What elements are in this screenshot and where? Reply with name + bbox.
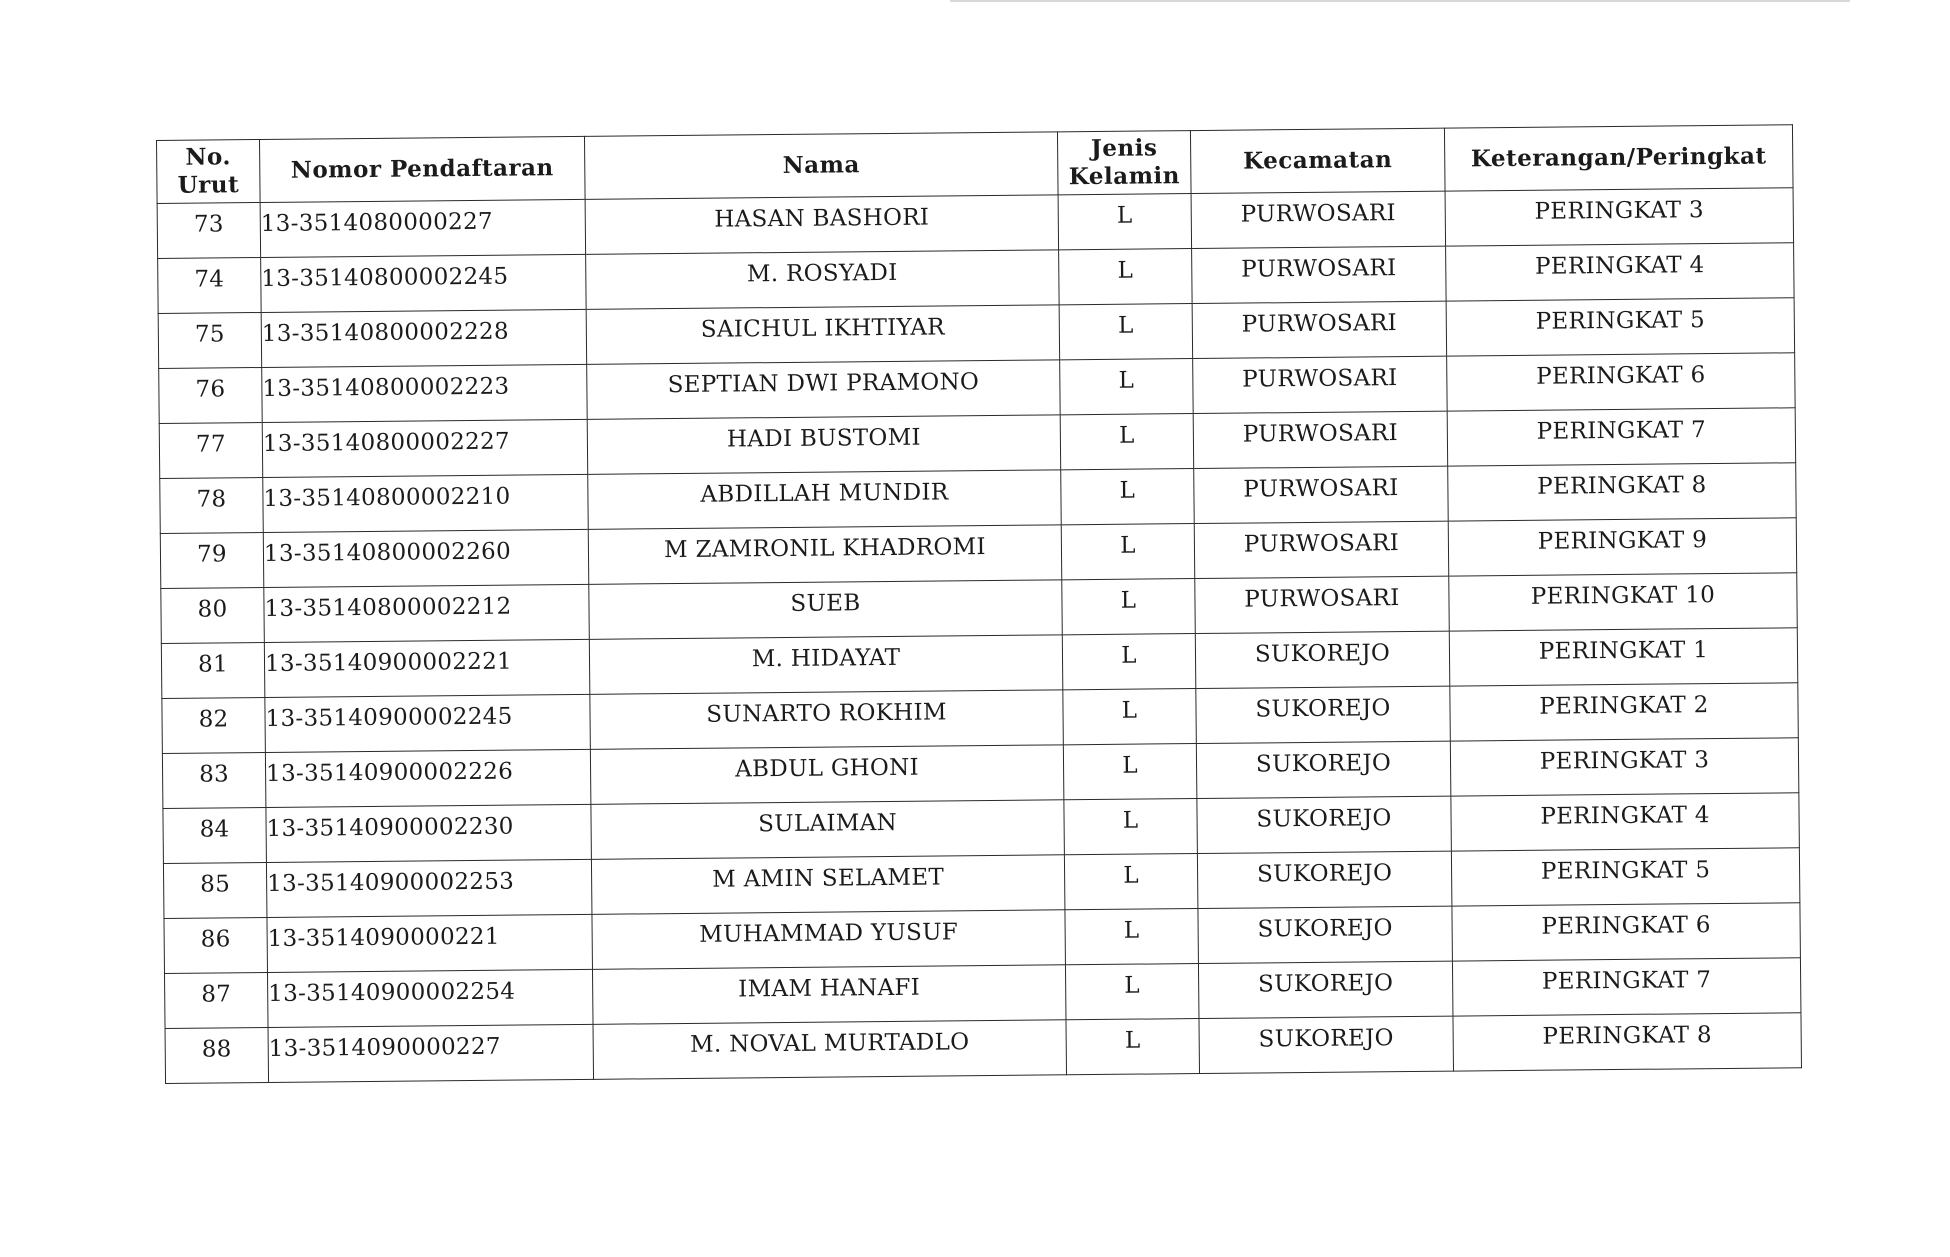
cell-gender: L <box>1064 854 1198 910</box>
header-ranking: Keterangan/Peringkat <box>1444 125 1793 191</box>
cell-name: SAICHUL IKHTIYAR <box>586 305 1060 365</box>
cell-ranking: PERINGKAT 10 <box>1449 573 1798 631</box>
cell-no: 87 <box>165 972 269 1028</box>
cell-no: 77 <box>159 422 263 478</box>
cell-ranking: PERINGKAT 5 <box>1451 848 1800 906</box>
cell-district: SUKOREJO <box>1197 796 1452 853</box>
cell-no: 75 <box>158 312 262 368</box>
cell-name: M ZAMRONIL KHADROMI <box>588 525 1062 585</box>
header-gender: Jenis Kelamin <box>1057 131 1191 195</box>
cell-ranking: PERINGKAT 3 <box>1445 188 1794 246</box>
cell-no: 83 <box>162 752 266 808</box>
cell-no: 78 <box>160 477 264 533</box>
cell-district: PURWOSARI <box>1195 576 1450 633</box>
cell-district: SUKOREJO <box>1197 851 1452 908</box>
cell-name: SULAIMAN <box>591 800 1065 860</box>
cell-district: SUKOREJO <box>1196 741 1451 798</box>
cell-name: SEPTIAN DWI PRAMONO <box>587 360 1061 420</box>
cell-name: IMAM HANAFI <box>592 965 1066 1025</box>
page-edge-line <box>950 0 1850 2</box>
cell-ranking: PERINGKAT 7 <box>1452 958 1801 1016</box>
cell-gender: L <box>1063 744 1197 800</box>
cell-ranking: PERINGKAT 9 <box>1448 518 1797 576</box>
cell-name: ABDILLAH MUNDIR <box>588 470 1062 530</box>
cell-ranking: PERINGKAT 7 <box>1447 408 1796 466</box>
cell-no: 79 <box>160 532 264 588</box>
cell-no: 74 <box>158 258 262 314</box>
cell-district: PURWOSARI <box>1194 466 1449 523</box>
header-registration-number: Nomor Pendaftaran <box>260 136 586 202</box>
cell-gender: L <box>1061 469 1195 525</box>
cell-gender: L <box>1059 249 1193 305</box>
cell-no: 85 <box>163 862 267 918</box>
cell-district: SUKOREJO <box>1196 686 1451 743</box>
cell-ranking: PERINGKAT 8 <box>1448 463 1797 521</box>
cell-ranking: PERINGKAT 4 <box>1451 793 1800 851</box>
cell-gender: L <box>1065 964 1199 1020</box>
cell-gender: L <box>1065 909 1199 965</box>
cell-ranking: PERINGKAT 5 <box>1446 298 1795 356</box>
cell-registration-number: 13-35140800002260 <box>263 529 589 587</box>
cell-registration-number: 13-35140900002245 <box>265 694 591 752</box>
header-no: No. Urut <box>157 140 261 204</box>
header-district: Kecamatan <box>1190 128 1445 193</box>
cell-registration-number: 13-35140900002254 <box>267 969 593 1027</box>
cell-no: 81 <box>161 642 265 698</box>
cell-registration-number: 13-3514090000221 <box>267 914 593 972</box>
table-body <box>157 188 1801 1084</box>
cell-name: ABDUL GHONI <box>590 745 1064 805</box>
cell-no: 73 <box>157 203 261 259</box>
cell-ranking: PERINGKAT 8 <box>1453 1013 1802 1071</box>
cell-no: 84 <box>163 807 267 863</box>
cell-registration-number: 13-35140800002212 <box>264 584 590 642</box>
cell-district: SUKOREJO <box>1198 961 1453 1018</box>
cell-ranking: PERINGKAT 6 <box>1447 353 1796 411</box>
cell-registration-number: 13-3514090000227 <box>268 1024 594 1082</box>
cell-district: PURWOSARI <box>1193 356 1448 413</box>
cell-name: SUEB <box>589 580 1063 640</box>
cell-ranking: PERINGKAT 3 <box>1450 738 1799 796</box>
cell-gender: L <box>1061 524 1195 580</box>
cell-name: M. HIDAYAT <box>589 635 1063 695</box>
cell-registration-number: 13-35140800002228 <box>261 309 587 367</box>
cell-no: 88 <box>165 1027 269 1083</box>
cell-name: M. ROSYADI <box>586 250 1060 310</box>
cell-no: 82 <box>162 697 266 753</box>
cell-gender: L <box>1062 634 1196 690</box>
cell-ranking: PERINGKAT 2 <box>1450 683 1799 741</box>
cell-registration-number: 13-35140900002226 <box>265 749 591 807</box>
cell-name: M. NOVAL MURTADLO <box>593 1020 1067 1080</box>
cell-district: SUKOREJO <box>1199 1016 1454 1073</box>
cell-gender: L <box>1063 689 1197 745</box>
cell-name: SUNARTO ROKHIM <box>590 690 1064 750</box>
cell-registration-number: 13-35140800002223 <box>262 364 588 422</box>
cell-gender: L <box>1066 1019 1200 1075</box>
cell-ranking: PERINGKAT 1 <box>1449 628 1798 686</box>
document-sheet <box>156 124 1801 1084</box>
cell-district: SUKOREJO <box>1195 631 1450 688</box>
cell-district: PURWOSARI <box>1193 411 1448 468</box>
cell-district: PURWOSARI <box>1194 521 1449 578</box>
cell-district: PURWOSARI <box>1192 301 1447 358</box>
cell-registration-number: 13-35140800002245 <box>261 254 587 312</box>
cell-registration-number: 13-3514080000227 <box>260 199 586 257</box>
cell-registration-number: 13-35140800002210 <box>263 474 589 532</box>
cell-gender: L <box>1060 414 1194 470</box>
cell-no: 76 <box>159 367 263 423</box>
cell-registration-number: 13-35140900002230 <box>266 804 592 862</box>
cell-gender: L <box>1058 194 1192 250</box>
cell-name: M AMIN SELAMET <box>591 855 1065 915</box>
cell-no: 80 <box>161 587 265 643</box>
cell-district: SUKOREJO <box>1198 906 1453 963</box>
cell-registration-number: 13-35140800002227 <box>262 419 588 477</box>
cell-district: PURWOSARI <box>1192 246 1447 303</box>
cell-gender: L <box>1059 304 1193 360</box>
cell-ranking: PERINGKAT 4 <box>1446 243 1795 301</box>
cell-registration-number: 13-35140900002221 <box>264 639 590 697</box>
cell-name: HADI BUSTOMI <box>587 415 1061 475</box>
cell-name: HASAN BASHORI <box>585 195 1059 255</box>
cell-registration-number: 13-35140900002253 <box>266 859 592 917</box>
cell-name: MUHAMMAD YUSUF <box>592 910 1066 970</box>
cell-ranking: PERINGKAT 6 <box>1452 903 1801 961</box>
cell-gender: L <box>1060 359 1194 415</box>
cell-gender: L <box>1062 579 1196 635</box>
registration-table <box>156 124 1802 1084</box>
cell-gender: L <box>1064 799 1198 855</box>
header-name: Nama <box>584 132 1058 200</box>
cell-district: PURWOSARI <box>1191 191 1446 248</box>
cell-no: 86 <box>164 917 268 973</box>
